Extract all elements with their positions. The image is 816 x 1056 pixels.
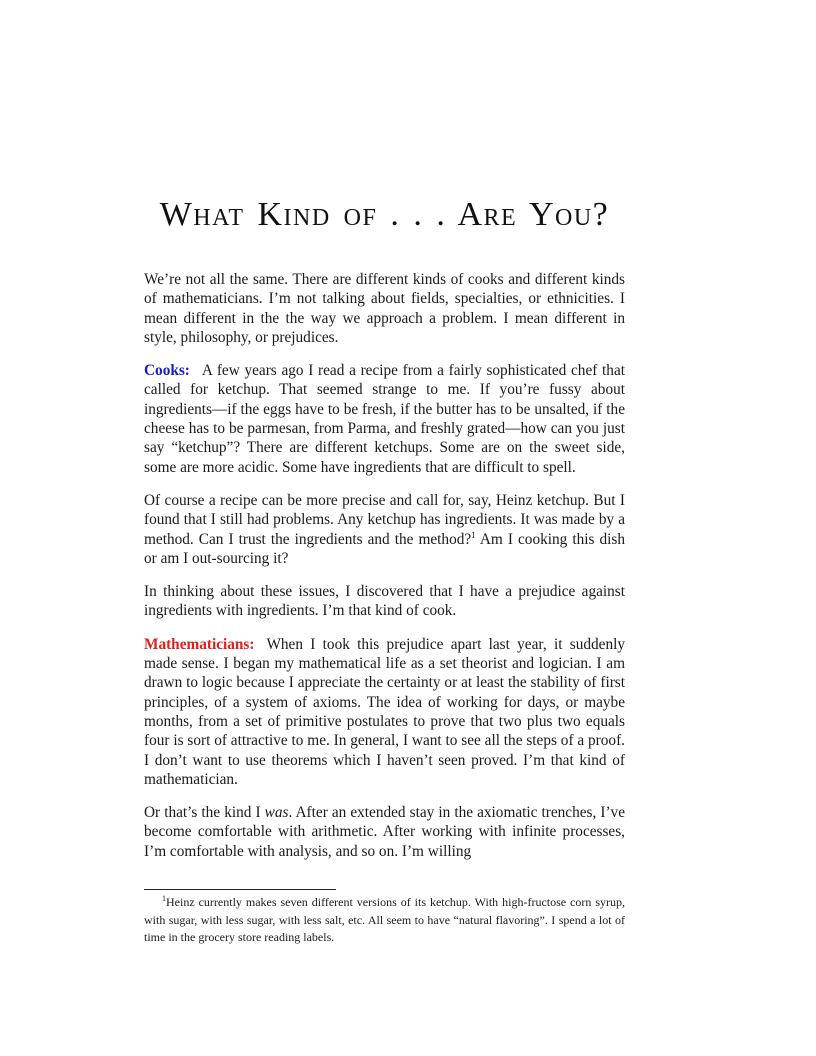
paragraph-prejudice: In thinking about these issues, I discovered that I have a prejudice against ingredients with ingredients. I’m that kind of cook. [144, 583, 625, 620]
mathematicians-text: When I took this prejudice apart last year, it suddenly made sense. I began my mathematical life as a set theorist and logician. I am drawn to logic because I appreciate the certainty or at least the stability of first principles, of a system of axioms. The idea of working for days, or maybe months, from a set of primitive postulates to prove that two plus two equals four is sort of attractive to me. In general, I want to see all the steps of a proof. I don’t want to use theorems which I haven’t seen proved. I’m that kind of mathematician. [144, 635, 625, 788]
heinz-text-tail: Am I cooking this dish or am I out-sourcing it? [144, 530, 625, 567]
page-title: What Kind of . . . Are You? [159, 196, 610, 233]
cooks-text: A few years ago I read a recipe from a fairly sophisticated chef that called for ketchup. That seemed strange to me. If you’re fussy about ingredients—if the eggs have to be fresh, if the butter has to be unsalted, if the cheese has to be parmesan, from Parma, and freshly grated—how can you just say “ketchup”? There are different ketchups. Some are on the sweet side, some are more acidic. Some have ingredients that are difficult to spell. [144, 362, 625, 476]
footnote-text: Heinz currently makes seven different versions of its ketchup. With high-fructose corn syrup, with sugar, with less sugar, with less salt, etc. All seem to have “natural flavoring”. I spend a lot of time in the grocery store reading labels. [144, 895, 625, 944]
paragraph-was [144, 803, 625, 861]
paragraph-heinz [144, 491, 625, 568]
paragraph-cooks [144, 361, 625, 477]
paragraph-intro: We’re not all the same. There are different kinds of cooks and different kinds of mathematicians. I’m not talking about fields, specialties, or ethnicities. I mean different in the the way we approach a problem. I mean different in style, philosophy, or prejudices. [144, 271, 625, 346]
paragraph-mathematicians [144, 635, 625, 789]
cooks-label: Cooks: [144, 362, 190, 380]
was-emphasis: was [264, 804, 289, 822]
footnote-divider [144, 889, 336, 890]
body-text [144, 270, 625, 875]
mathematicians-label: Mathematicians: [144, 635, 255, 653]
heinz-text: Of course a recipe can be more precise and call for, say, Heinz ketchup. But I found that I still had problems. Any ketchup has ingredients. It was made by a method. Can I trust the ingredients and the method? [144, 491, 625, 548]
footnote [144, 894, 625, 947]
footnote-reference[interactable]: 1 [471, 529, 476, 540]
was-text-start: Or that’s the kind I [144, 804, 265, 822]
was-text-rest: . After an extended stay in the axiomatic trenches, I’ve become comfortable with arithmetic. After working with infinite processes, I’m comfortable with analysis, and so on. I’m willing [144, 804, 625, 860]
footnote-mark: 1 [162, 894, 166, 903]
document-page [144, 0, 625, 1056]
